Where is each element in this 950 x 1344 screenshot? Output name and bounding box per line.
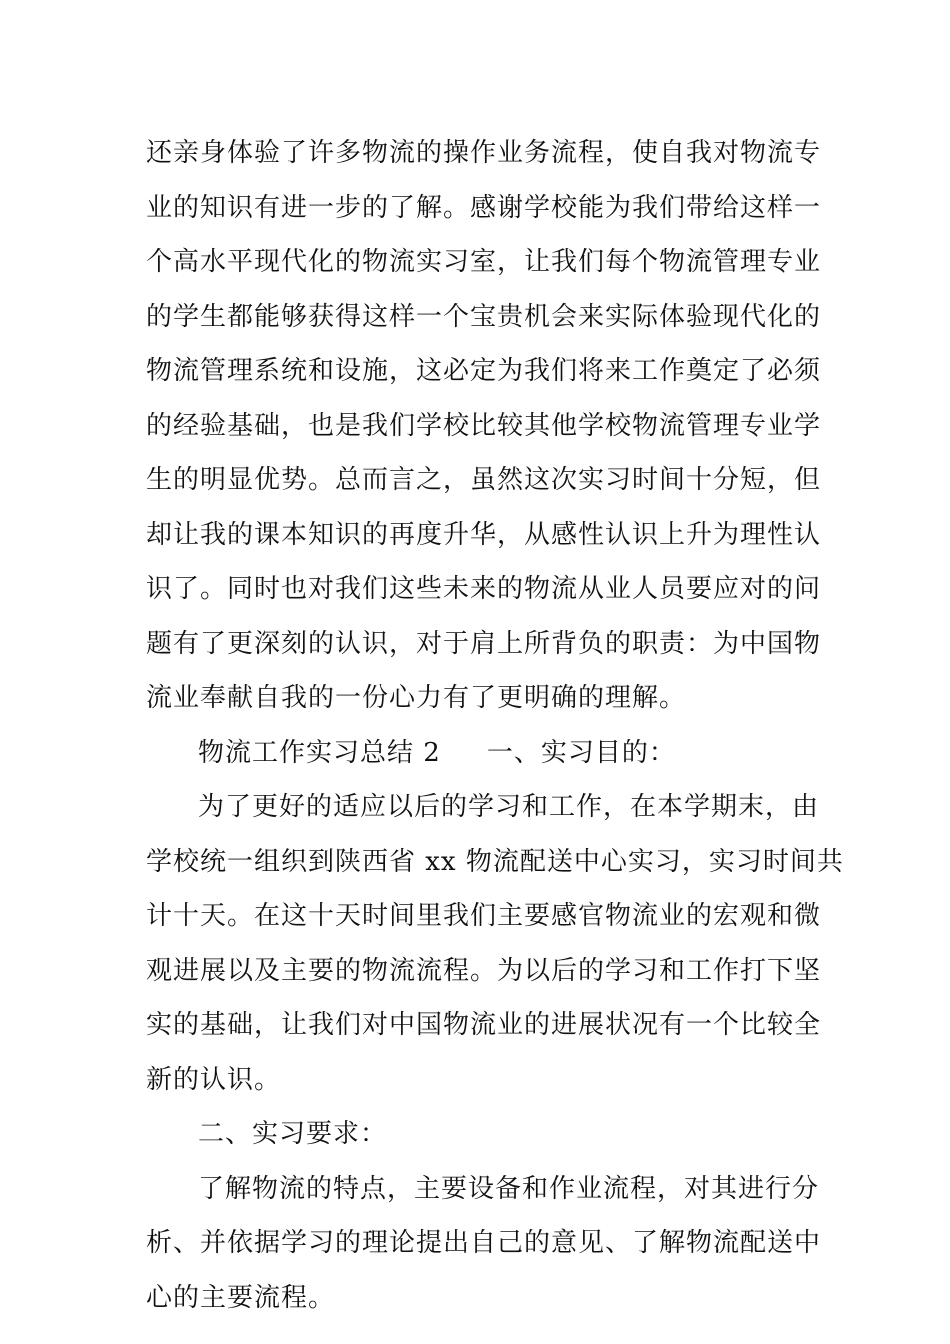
paragraph-line: 计十天。在这十天时间里我们主要感官物流业的宏观和微 [146,901,822,931]
paragraph-line: 心的主要流程。 [146,1283,336,1313]
paragraph-line: 析、并依据学习的理论提出自己的意见、了解物流配送中 [146,1228,822,1258]
paragraph-line: 新的认识。 [146,1065,282,1095]
paragraph-line: 生的明显优势。总而言之，虽然这次实习时间十分短，但 [146,465,822,495]
heading-purpose: 一、实习目的： [486,738,676,768]
paragraph-line: 学校统一组织到陕西省 xx 物流配送中心实习，实习时间共 [146,847,844,877]
paragraph-line: 物流管理系统和设施，这必定为我们将来工作奠定了必须 [146,356,822,386]
paragraph-line: 识了。同时也对我们这些未来的物流从业人员要应对的问 [146,574,822,604]
paragraph-line: 的学生都能够获得这样一个宝贵机会来实际体验现代化的 [146,302,822,332]
paragraph-line: 实的基础，让我们对中国物流业的进展状况有一个比较全 [146,1010,822,1040]
paragraph-line: 的经验基础，也是我们学校比较其他学校物流管理专业学 [146,411,822,441]
paragraph-line: 却让我的课本知识的再度升华，从感性认识上升为理性认 [146,520,822,550]
section-title: 物流工作实习总结 2 [198,738,441,768]
paragraph-line: 业的知识有进一步的了解。感谢学校能为我们带给这样一 [146,193,822,223]
paragraph-line: 观进展以及主要的物流流程。为以后的学习和工作打下坚 [146,956,822,986]
heading-requirements: 二、实习要求： [198,1119,388,1149]
paragraph-line: 流业奉献自我的一份心力有了更明确的理解。 [146,683,687,713]
section-heading-line [198,738,868,768]
paragraph-line: 题有了更深刻的认识，对于肩上所背负的职责：为中国物 [146,629,822,659]
paragraph-line: 了解物流的特点，主要设备和作业流程，对其进行分 [198,1174,820,1204]
paragraph-line: 个高水平现代化的物流实习室，让我们每个物流管理专业 [146,247,822,277]
paragraph-line: 为了更好的适应以后的学习和工作，在本学期末，由 [198,792,820,822]
paragraph-line: 还亲身体验了许多物流的操作业务流程，使自我对物流专 [146,138,822,168]
